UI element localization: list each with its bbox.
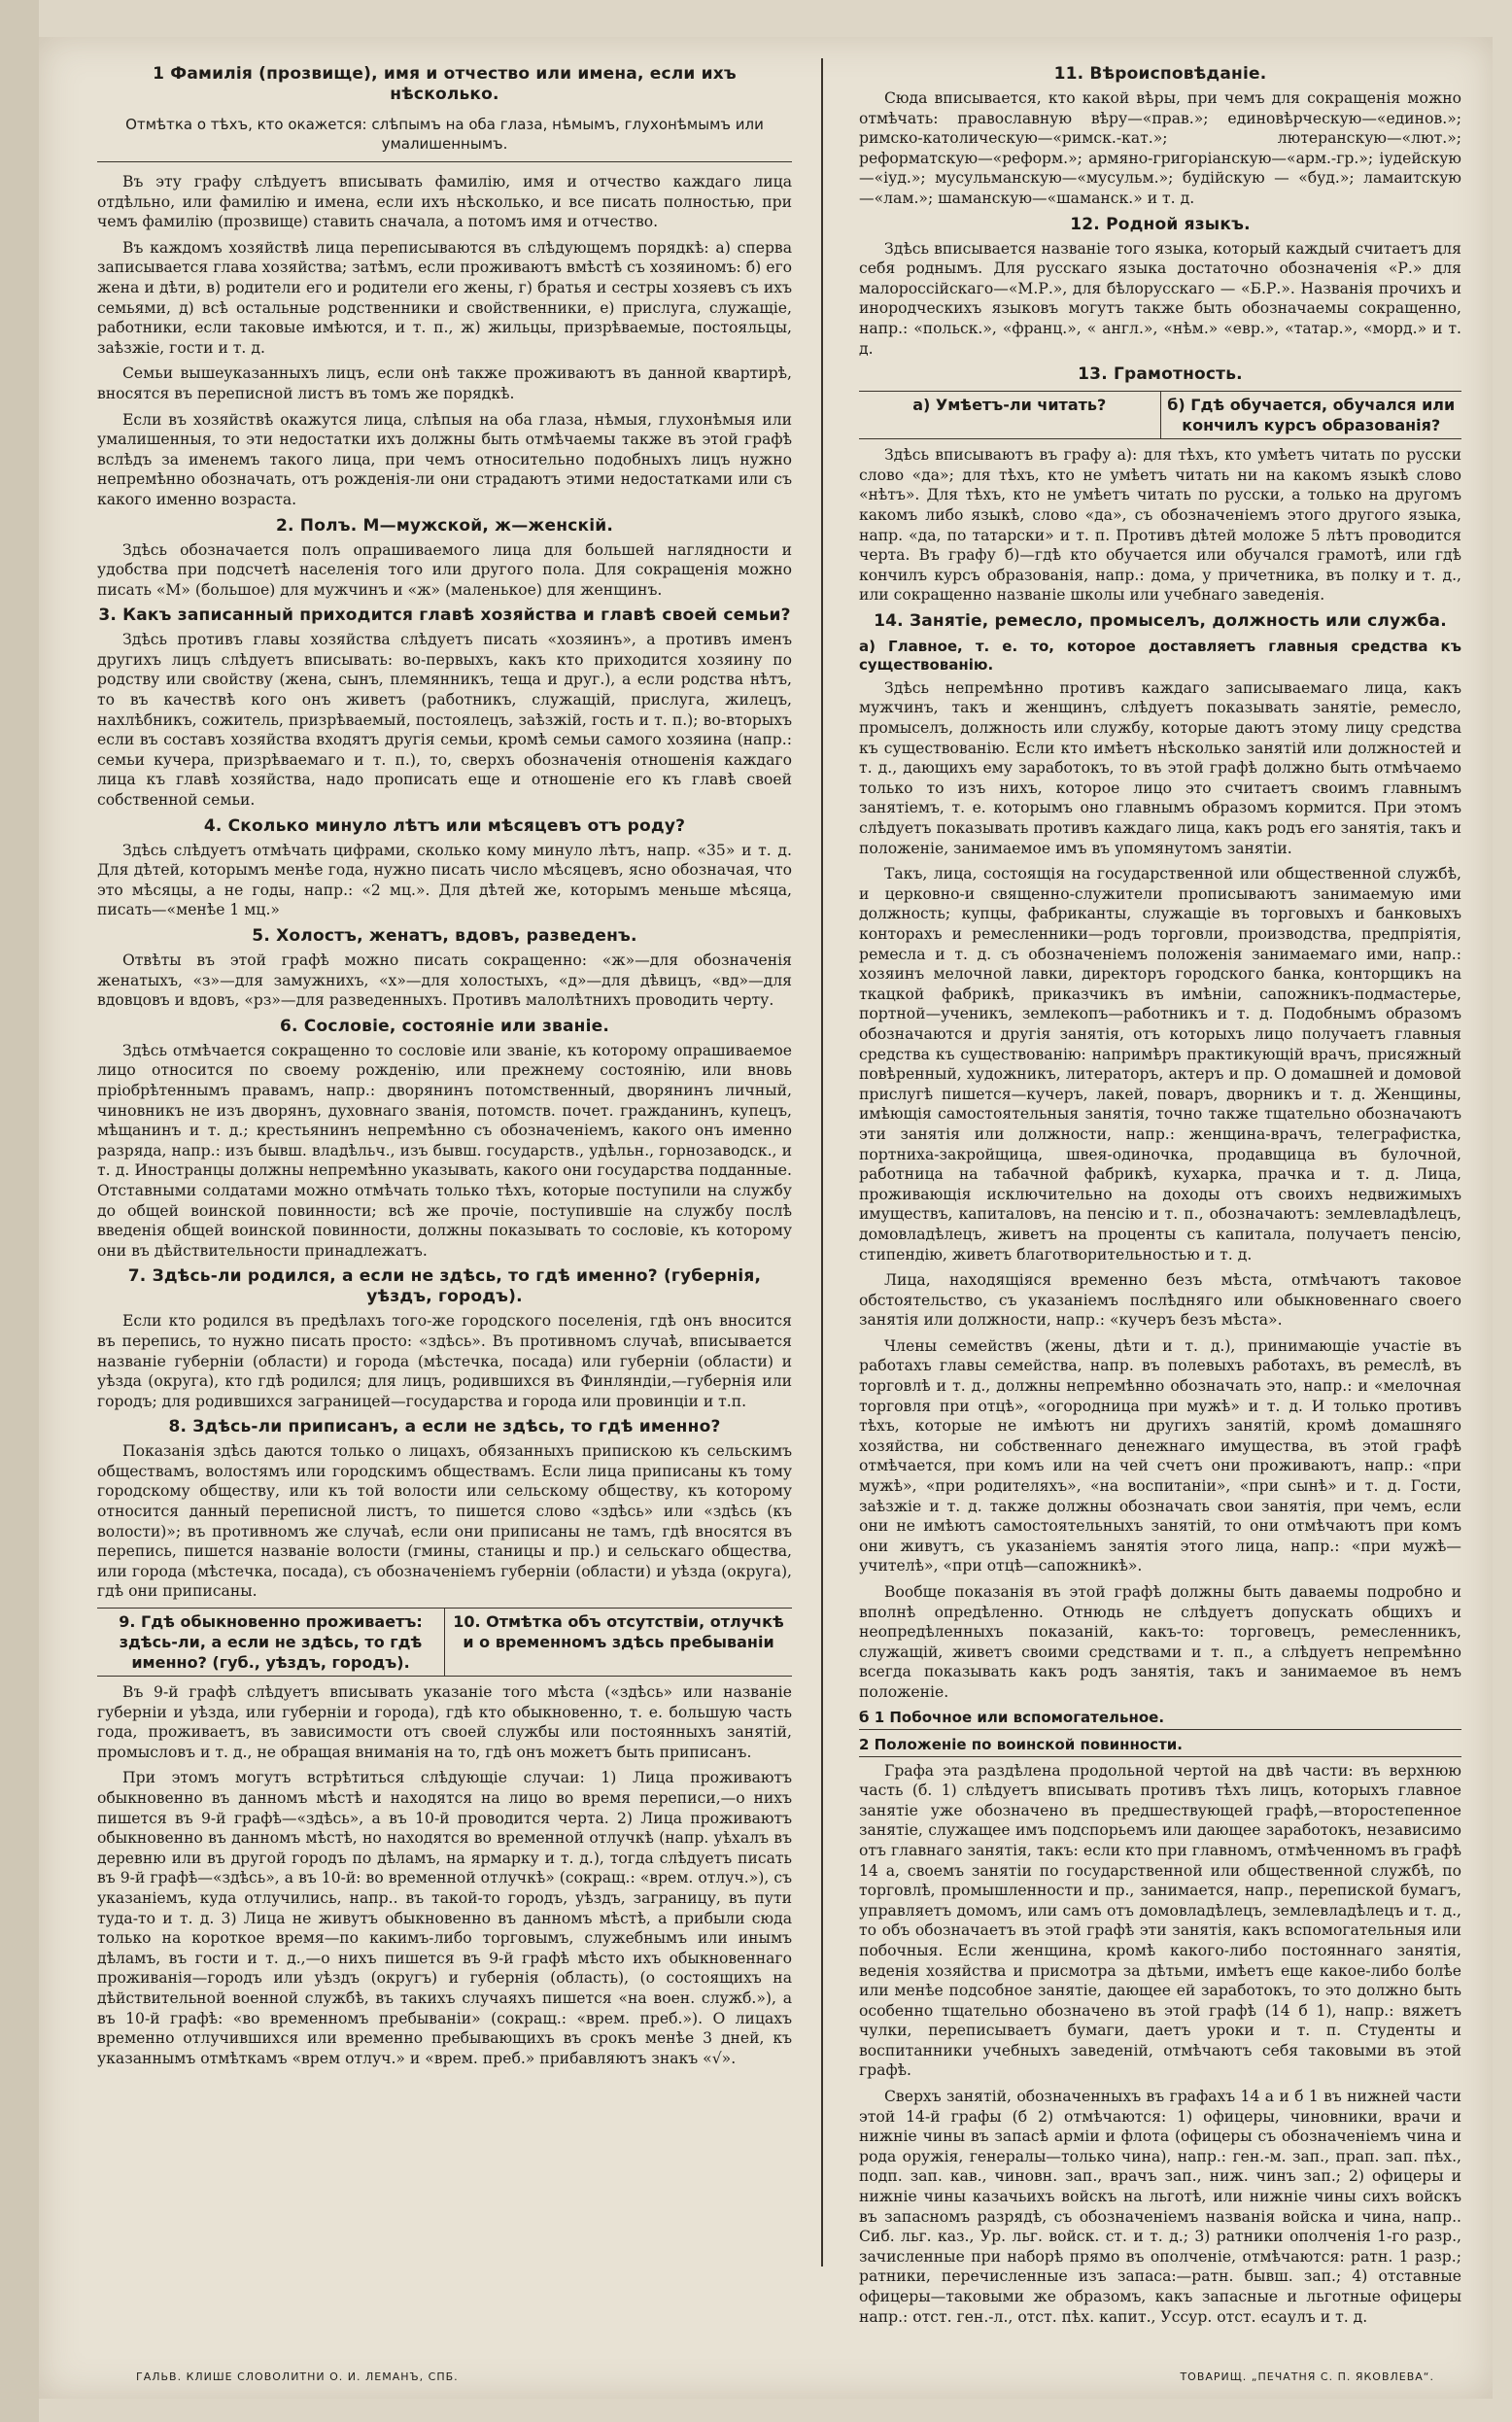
section-7-title: 7. Здѣсь-ли родился, а если не здѣсь, то гдѣ именно? (губернія, уѣздъ, городъ). [127,1266,762,1307]
paragraph: Здѣсь вписывается названіе того языка, который каждый считаетъ для себя роднымъ. Для русскаго языка достаточно обозначенія «Р.» для малороссійскаго—«М.Р.», для бѣлорусскаго — «Б.Р.». Названія прочихъ и инородческихъ языковъ могутъ также быть обозначаемы сокращенно, напр.: «польск.», «франц.», « англ.», «нѣм.» «евр.», «татар.», «морд.» и т. д. [859,239,1461,358]
section-14-title: 14. Занятіе, ремесло, промыселъ, должность или служба. [874,610,1447,631]
paragraph: Члены семействъ (жены, дѣти и т. д.), принимающіе участіе въ работахъ главы семейства, напр. въ полевыхъ работахъ, въ ремеслѣ, въ торговлѣ и т. д., должны непремѣнно обозначать это, напр.: и «мелочная торговля при отцѣ», «огородница при мужѣ» и т. д. И только противъ тѣхъ, которые не имѣютъ ни другихъ занятій, кромѣ домашняго хозяйства, ни собственнаго денежнаго имущества, въ этой графѣ отмѣчается, при комъ или на чей счетъ они проживаютъ, напр.: «при мужѣ», «при родителяхъ», «на воспитаніи», «при сынѣ» и т. д. Гости, заѣзжіе и т. д. также должны обозначать свои занятія, при чемъ, если они не имѣютъ самостоятельныхъ занятій, то они отмѣчаютъ при комъ они живутъ, съ указаніемъ занятія этого лица, напр.: «при мужѣ—учителѣ», «при отцѣ—сапожникѣ». [859,1336,1461,1575]
section-6-title: 6. Сословіе, состояніе или званіе. [279,1016,610,1036]
section-14b2-title: 2 Положеніе по воинской повинности. [859,1736,1461,1757]
paragraph: Семьи вышеуказанныхъ лицъ, если онѣ также проживаютъ въ данной квартирѣ, вносятся въ переписной листъ въ томъ же порядкѣ. [97,364,792,402]
section-2-title: 2. Полъ. М—мужской, ж—женскій. [275,515,614,536]
paragraph: При этомъ могутъ встрѣтиться слѣдующіе случаи: 1) Лица проживаютъ обыкновенно въ данномъ мѣстѣ и находятся на лицо во время переписи,—о нихъ пишется въ 9-й графѣ—«здѣсь», а въ 10-й проводится черта. 2) Лица проживаютъ обыкновенно въ данномъ мѣстѣ, но находятся во временной отлучкѣ (напр. уѣхалъ въ деревню или въ другой городъ по дѣламъ, на ярмарку и т. д.), тогда слѣдуетъ писать въ 9-й графѣ—«здѣсь», а въ 10-й: во временной отлучкѣ» (сокращ.: «врем. отлуч.»), съ указаніемъ, куда отлучились, напр.. въ такой-то городъ, уѣздъ, заграницу, въ пути туда-то и т. д. 3) Лица не живутъ обыкновенно въ данномъ мѣстѣ, а прибыли сюда только на короткое время—по какимъ-либо торговымъ, служебнымъ или инымъ дѣламъ, въ гости и т. д.,—о нихъ пишется въ 9-й графѣ мѣсто ихъ обыкновеннаго проживанія—городъ или уѣздъ (округъ) и губернія (область), (о состоящихъ на дѣйствительной военной службѣ, въ такихъ случаяхъ пишется «на воен. служб.»), а въ 10-й графѣ: «во временномъ пребываніи» (сокращ.: «врем. преб.»). О лицахъ временно отлучившихся или временно пребывающихъ въ срокъ менѣе 3 дней, къ указаннымъ отмѣткамъ «врем отлуч.» и «врем. преб.» прибавляютъ знакъ «√». [97,1769,792,2067]
printer-credit-right: ТОВАРИЩ. „ПЕЧАТНЯ С. П. ЯКОВЛЕВА“. [1180,2370,1434,2383]
left-column [97,58,792,2074]
section-13b-title: б) Гдѣ обучается, обучался или кончилъ курсъ образованія? [1160,392,1462,438]
section-11-title: 11. Вѣроисповѣданіе. [1053,64,1267,84]
section-13-title: 13. Грамотность. [1078,364,1243,385]
paragraph: Если кто родился въ предѣлахъ того-же городского поселенія, гдѣ онъ вносится въ перепись, то нужно писать просто: «здѣсь». Въ противномъ случаѣ, вписывается названіе губерніи (области) и города (мѣстечка, посада) или губерніи (области) и уѣзда (округа), кто гдѣ родился; для лицъ, родившихся въ Финляндіи,—губернія или городъ; для родившихся заграницей—государства и города или провинціи и т.п. [97,1312,792,1410]
paragraph: Здѣсь слѣдуетъ отмѣчать цифрами, сколько кому минуло лѣтъ, напр. «35» и т. д. Для дѣтей, которымъ менѣе года, нужно писать число мѣсяцевъ, ясно обозначая, что это мѣсяцы, а не годы, напр.: «2 мц.». Для дѣтей же, которымъ меньше мѣсяца, писать—«менѣе 1 мц.» [97,841,792,919]
section-9-title: 9. Гдѣ обыкновенно проживаетъ: здѣсь-ли, а если не здѣсь, то гдѣ именно? (губ., уѣздъ, городъ). [119,1612,423,1673]
paragraph: Въ эту графу слѣдуетъ вписывать фамилію, имя и отчество каждаго лица отдѣльно, или фамилію и имена, если ихъ нѣсколько, и все писать полностью, при чемъ фамилію (прозвище) ставить сначала, а потомъ имя и отчество. [97,173,792,231]
column-divider [821,58,823,2266]
section-1-title: 1 Фамилія (прозвище), имя и отчество или имена, если ихъ нѣсколько. [153,64,737,104]
paragraph: Если въ хозяйствѣ окажутся лица, слѣпыя на оба глаза, нѣмыя, глухонѣмыя или умалишенныя, то эти недостатки ихъ должны быть отмѣчаемы также въ этой графѣ вслѣдъ за именемъ такого лица, при чемъ относительно подобныхъ лицъ нужно непремѣнно обозначать, отъ рожденія-ли они страдаютъ этими недостатками или съ какого именно возраста. [97,410,792,508]
paragraph: Здѣсь вписываютъ въ графу а): для тѣхъ, кто умѣетъ читать по русски слово «да»; для тѣхъ, кто не умѣетъ читать ни на какомъ языкѣ слово «нѣтъ». Для тѣхъ, кто не умѣетъ читать по русски, а только на другомъ какомъ либо языкѣ, слово «да», съ обозначеніемъ этого другого языка, напр. «да, по татарски» и т. п. Противъ дѣтей моложе 5 лѣтъ проводится черта. Въ графу б)—гдѣ кто обучается или обучался грамотѣ, или гдѣ кончилъ курсъ образованія, напр.: дома, у причетника, въ полку и т. д., или сокращенно названіе школы или учебнаго заведенія. [859,446,1461,605]
paragraph: Графа эта раздѣлена продольной чертой на двѣ части: въ верхнюю часть (б. 1) слѣдуетъ вписывать противъ тѣхъ лицъ, которыхъ главное занятіе уже обозначено въ предшествующей графѣ,—второстепенное занятіе, служащее имъ подспорьемъ или дающее заработокъ, независимо отъ главнаго занятія, такъ: если кто при главномъ, отмѣченномъ въ графѣ 14 а, своемъ занятіи по государственной или общественной службѣ, по торговлѣ, промышленности и пр., занимается, напр., перепиской бумагъ, управляетъ домомъ, или самъ отъ домовладѣлецъ, землевладѣлецъ и т. д., то объ обозначаетъ въ этой графѣ эти занятія, какъ вспомогательныя или побочныя. Если женщина, кромѣ какого-либо постояннаго занятія, веденія хозяйства и присмотра за дѣтьми, имѣетъ еще какое-либо болѣе или менѣе подсобное занятіе, дающее ей заработокъ, то это должно быть особенно тщательно обозначено въ этой графѣ (14 б 1), напр.: вяжетъ чулки, переписываетъ бумаги, даетъ уроки и т. п. Студенты и воспитанники учебныхъ заведеній, отмѣчаютъ себя таковыми въ этой графѣ. [859,1761,1461,2080]
section-1-note: Отмѣтка о тѣхъ, кто окажется: слѣпымъ на оба глаза, нѣмымъ, глухонѣмымъ или умалишеннымъ. [97,115,792,162]
paragraph: Здѣсь противъ главы хозяйства слѣдуетъ писать «хозяинъ», а противъ именъ другихъ лицъ слѣдуетъ вписывать: во-первыхъ, какъ кто приходится хозяину по родству или свойству (жена, сынъ, племянникъ, теща и друг.), а если родства нѣтъ, то въ качествѣ кого онъ живетъ (работникъ, служащій, прислуга, жилецъ, нахлѣбникъ, сожитель, призрѣваемый, постоялецъ, заѣзжій, гость и т. п.); во-вторыхъ если въ составъ хозяйства входятъ другія семьи, кромѣ семьи самого хозяина (напр.: семьи кучера, призрѣваемаго и т. п.), то, сверхъ обозначенія отношенія каждаго лица къ главѣ хозяйства, надо прописать еще и отношеніе его къ главѣ своей собственной семьи. [97,631,792,810]
paragraph: Лица, находящіяся временно безъ мѣста, отмѣчаютъ таковое обстоятельство, съ указаніемъ послѣдняго или обыкновеннаго своего занятія или должности, напр.: «кучеръ безъ мѣста». [859,1271,1461,1330]
section-13a-title: а) Умѣетъ-ли читать? [912,396,1107,415]
sections-9-10-header [97,1608,792,1677]
paragraph: Здѣсь отмѣчается сокращенно то сословіе или званіе, къ которому опрашиваемое лицо относится по своему рожденію, или прежнему состоянію, или вновь пріобрѣтеннымъ правамъ, напр.: дворянинъ потомственный, дворянинъ личный, чиновникъ не изъ дворянъ, духовнаго званія, потомств. почет. гражданинъ, купецъ, мѣщанинъ и т. д.; крестьянинъ непремѣнно съ обозначеніемъ, какого онъ именно разряда, напр.: изъ бывш. владѣльч., изъ бывш. государств., удѣльн., горнозаводск., и т. д. Иностранцы должны непремѣнно указывать, какого они государства подданные. Отставными солдатами можно отмѣчать только тѣхъ, которые поступили на службу до общей воинской повинности; всѣ же прочіе, поступившіе на службу послѣ введенія общей воинской повинности, должны показывать то сословіе, къ которому они въ дѣйствительности принадлежатъ. [97,1041,792,1260]
right-column [859,58,1461,2333]
paragraph: Въ каждомъ хозяйствѣ лица переписываются въ слѣдующемъ порядкѣ: а) сперва записывается глава хозяйства; затѣмъ, если проживаютъ вмѣстѣ съ хозяиномъ: б) его жена и дѣти, в) родители его и родители его жены, г) братья и сестры хозяевъ съ ихъ семьями, д) всѣ остальные родственники и свойственники, е) прислуга, служащіе, работники, если таковые имѣются, и т. п., ж) жильцы, призрѣваемые, постояльцы, заѣзжіе, гости и т. д. [97,238,792,357]
paragraph: Здѣсь непремѣнно противъ каждаго записываемаго лица, какъ мужчинъ, такъ и женщинъ, слѣдуетъ показывать занятіе, ремесло, промыселъ, должность или службу, которые даютъ этому лицу средства къ существованію. Если кто имѣетъ нѣсколько занятій или должностей и т. д., дающихъ ему заработокъ, то въ этой графѣ должно быть отмѣчаемо только то изъ нихъ, которое лицо это считаетъ своимъ главнымъ занятіемъ, т. е. которымъ оно главнымъ образомъ кормится. При этомъ слѣдуетъ показывать противъ каждаго лица, какъ родъ его занятія, такъ и положеніе, занимаемое имъ въ упомянутомъ занятіи. [859,678,1461,857]
paragraph: Такъ, лица, состоящія на государственной или общественной службѣ, и церковно-и священно-служители прописываютъ занимаемую ими должность; купцы, фабриканты, служащіе въ торговыхъ и банковыхъ конторахъ и ремесленники—родъ торговли, производства, предпріятія, ремесла и т. д. съ обозначеніемъ положенія занимаемаго ими, напр.: хозяинъ мелочной лавки, директоръ городского банка, конторщикъ на ткацкой фабрикѣ, приказчикъ въ имѣніи, сапожникъ-подмастерье, портной—ученикъ, землекопъ—работникъ и т. д. Подобнымъ образомъ обозначаются и другія занятія, отъ которыхъ лицо получаетъ главныя средства къ существованію: напримѣръ практикующій врачъ, присяжный повѣренный, художникъ, литераторъ, актеръ и пр. О домашней и домовой прислугѣ пишется—кучеръ, лакей, поваръ, дворникъ и т. д. Женщины, имѣющія самостоятельныя занятія, точно также тщательно обозначаютъ эти занятія или должности, напр.: женщина-врачъ, телеграфистка, портниха-закройщица, швея-одиночка, продавщица въ булочной, работница на табачной фабрикѣ, кухарка, прачка и т. д. Лица, проживающія исключительно на доходы отъ своихъ недвижимыхъ имуществъ, капиталовъ, на пенсію и т. п., обозначаютъ: землевладѣлецъ, домовладѣлецъ, живетъ на проценты съ капитала, получаетъ пенсію, стипендію, живетъ благотворительностью и т. д. [859,865,1461,1263]
section-14a-subtitle: а) Главное, т. е. то, которое доставляетъ главныя средства къ существованію. [859,637,1461,674]
page-left-margin [0,0,39,2422]
paragraph: Вообще показанія въ этой графѣ должны быть даваемы подробно и вполнѣ опредѣленно. Отнюдь не слѣдуетъ допускать общихъ и неопредѣленныхъ показаній, какъ-то: торговецъ, ремесленникъ, служащій, живетъ своими средствами и т. п., а слѣдуетъ непремѣнно всегда показывать какъ родъ занятія, такъ и занимаемое въ немъ положеніе. [859,1583,1461,1701]
section-3-title: 3. Какъ записанный приходится главѣ хозяйства и главѣ своей семьи? [98,606,791,626]
section-10-title: 10. Отмѣтка объ отсутствіи, отлучкѣ и о временномъ здѣсь пребываніи [444,1609,792,1676]
paragraph: Показанія здѣсь даются только о лицахъ, обязанныхъ припискою къ сельскимъ обществамъ, волостямъ или городскимъ обществамъ. Если лица приписаны къ тому городскому обществу, или къ той волости или сельскому обществу, къ которому относится данный переписной листъ, то пишется слово «здѣсь» или «здѣсь (къ волости)»; въ противномъ же случаѣ, если они приписаны не тамъ, гдѣ вносятся въ перепись, пишется названіе волости (гмины, станицы и пр.) и сельскаго общества, или города (мѣстечка, посада), съ обозначеніемъ губерніи (области) и уѣзда (округа), гдѣ они приписаны. [97,1442,792,1601]
paragraph: Сюда вписывается, кто какой вѣры, при чемъ для сокращенія можно отмѣчать: православную вѣру—«прав.»; единовѣрческую—«единов.»; римско-католическую—«римск.-кат.»; лютеранскую—«лют.»; реформатскую—«реформ.»; армяно-григоріанскую—«арм.-гр.»; іудейскую—«іуд.»; мусульманскую—«мусульм.»; будійскую — «буд.»; ламаитскую—«лам.»; шаманскую—«шаманск.» и т. д. [859,89,1461,207]
printer-credit-left: ГАЛЬВ. КЛИШЕ СЛОВОЛИТНИ О. И. ЛЕМАНЪ, СПБ. [136,2370,459,2383]
paragraph: Сверхъ занятій, обозначенныхъ въ графахъ 14 а и б 1 въ нижней части этой 14-й графы (б 2) отмѣчаются: 1) офицеры, чиновники, врачи и нижніе чины въ запасѣ арміи и флота (офицеры съ обозначеніемъ чина и рода оружія, генералы—только чина), напр.: ген.-м. зап., прап. зап. пѣх., подп. зап. кав., чиновн. зап., врачъ зап., ниж. чинъ зап.; 2) офицеры и нижніе чины казачьихъ войскъ на льготѣ, или нижніе чины сихъ войскъ въ запасномъ разрядѣ, съ обозначеніемъ названія войска и чина, напр.. Сиб. льг. каз., Ур. льг. войск. ст. и т. д.; 3) ратники ополченія 1-го разр., зачисленные при наборѣ прямо въ ополченіе, отмѣчаются: ратн. 1 разр.; ратники, перечисленные изъ запаса:—ратн. бывш. зап.; 4) отставные офицеры—таковыми же образомъ, какъ запасные и льготные офицеры напр.: отст. ген.-л., отст. пѣх. капит., Уссур. отст. есаулъ и т. д. [859,2088,1461,2326]
section-5-title: 5. Холостъ, женатъ, вдовъ, разведенъ. [252,926,637,946]
section-12-title: 12. Родной языкъ. [1070,214,1251,234]
paragraph: Здѣсь обозначается полъ опрашиваемого лица для большей наглядности и удобства при подсчетѣ населенія того или другого пола. Для сокращенія можно писать «М» (большое) для мужчинъ и «ж» (маленькое) для женщинъ. [97,540,792,599]
section-4-title: 4. Сколько минуло лѣтъ или мѣсяцевъ отъ роду? [203,815,686,836]
section-13-columns [859,391,1461,439]
paragraph: Отвѣты въ этой графѣ можно писать сокращенно: «ж»—для обозначенія женатыхъ, «з»—для замужнихъ, «х»—для холостыхъ, «д»—для дѣвицъ, «вд»—для вдовцовъ и вдовъ, «рз»—для разведенныхъ. Противъ малолѣтнихъ проводить черту. [97,952,792,1010]
paragraph: Въ 9-й графѣ слѣдуетъ вписывать указаніе того мѣста («здѣсь» или названіе губерніи и уѣзда, или губерніи и города), гдѣ кто обыкновенно, т. е. большую часть года, проживаетъ, въ зависимости отъ своей службы или постоянныхъ занятій, промысловъ и т. д., не обращая вниманія на то, гдѣ онъ можетъ быть приписанъ. [97,1683,792,1761]
section-8-title: 8. Здѣсь-ли приписанъ, а если не здѣсь, то гдѣ именно? [168,1417,721,1437]
section-14b1-title: б 1 Побочное или вспомогательное. [859,1709,1461,1730]
